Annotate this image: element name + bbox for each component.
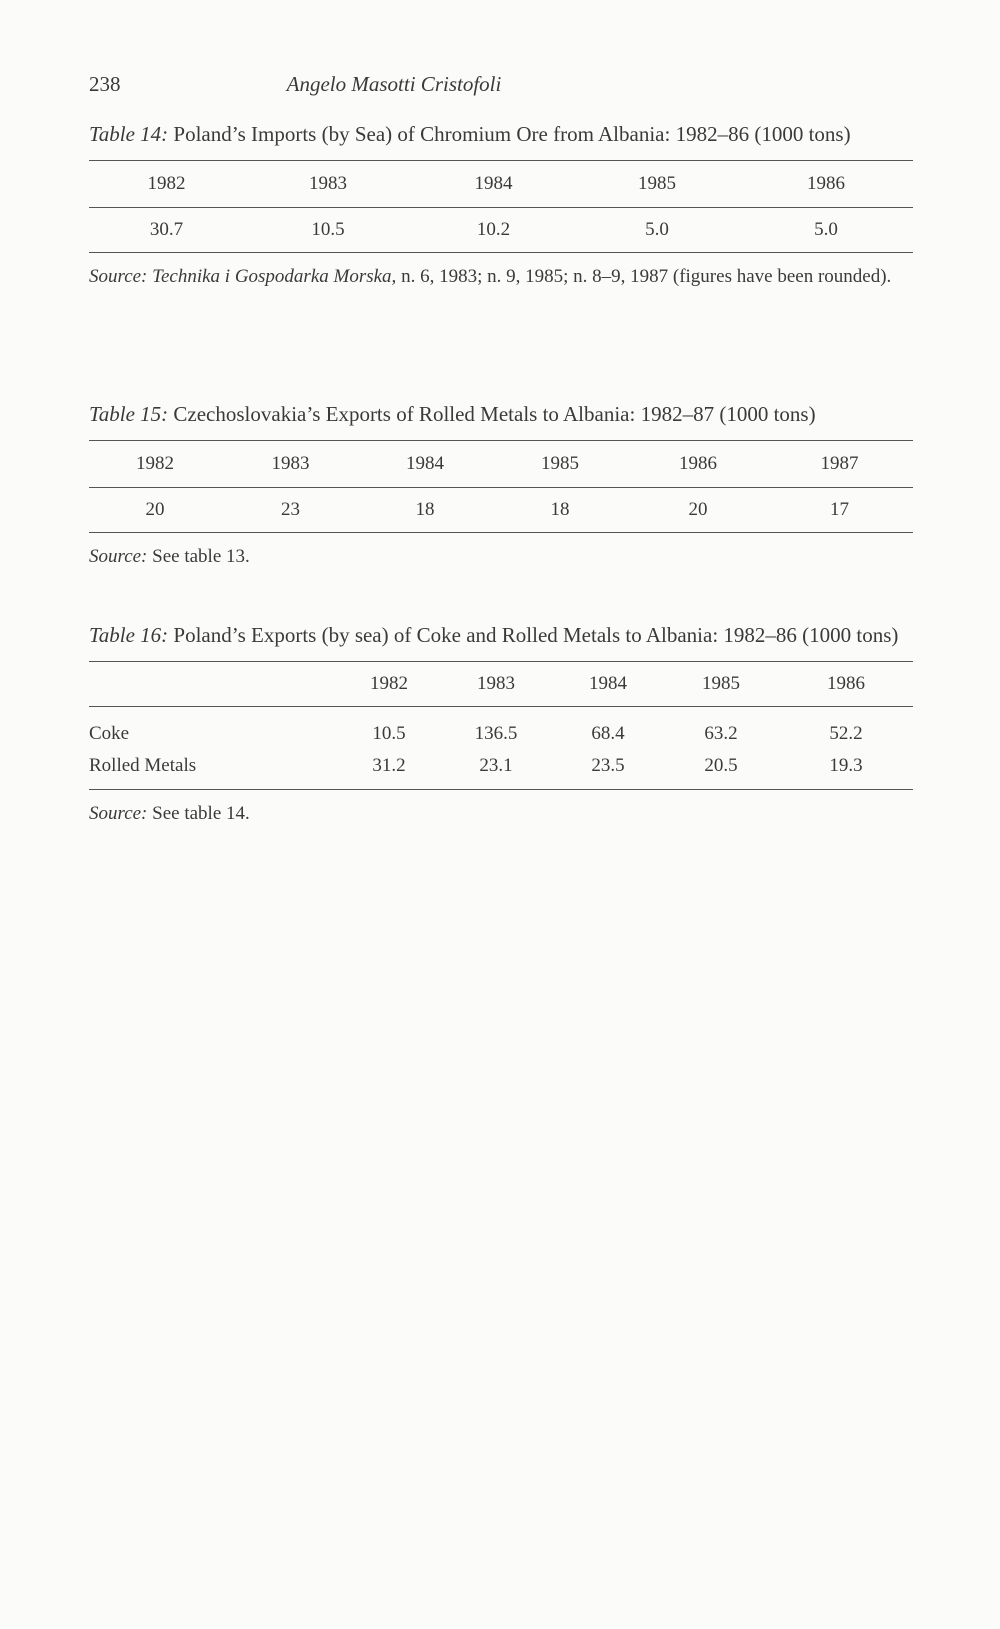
table-16-cell: 23.1 — [479, 755, 513, 776]
table-15-value: 18 — [415, 499, 435, 520]
table-15-value-row — [89, 488, 913, 533]
table-14-year: 1984 — [474, 173, 513, 194]
page-number: 238 — [89, 72, 121, 96]
table-16-cell: 20.5 — [704, 755, 738, 776]
table-16-year: 1983 — [477, 673, 515, 694]
table-16-cell: 19.3 — [829, 755, 863, 776]
table-16-source-label: Source: — [89, 803, 148, 824]
table-15-source — [89, 543, 913, 570]
table-15-value: 18 — [550, 499, 570, 520]
table-16-label: Table 16: — [89, 623, 169, 647]
table-16-year: 1986 — [827, 673, 865, 694]
table-16-block — [89, 621, 913, 827]
table-15-value: 17 — [830, 499, 849, 520]
table-14-year: 1983 — [309, 173, 347, 194]
table-row — [89, 751, 913, 790]
table-15-value: 23 — [281, 499, 300, 520]
table-14-year: 1986 — [807, 173, 845, 194]
table-14 — [89, 160, 913, 253]
table-15-caption — [89, 400, 913, 429]
table-16-source-text: See table 14. — [152, 803, 250, 824]
table-14-title: Poland’s Imports (by Sea) of Chromium Ore from Albania: 1982–86 (1000 tons) — [173, 122, 851, 146]
table-16-row-label: Coke — [89, 723, 130, 744]
table-15-source-label: Source: — [89, 546, 148, 567]
table-16-cell: 68.4 — [591, 723, 625, 744]
table-15-year: 1982 — [136, 453, 174, 474]
table-15-value: 20 — [145, 499, 165, 520]
running-head — [89, 72, 913, 102]
table-14-source — [89, 263, 913, 290]
table-16-cell: 52.2 — [829, 723, 863, 744]
table-14-label: Table 14: — [89, 122, 169, 146]
table-15-label: Table 15: — [89, 402, 169, 426]
table-14-block — [89, 120, 913, 290]
table-14-source-journal: Technika i Gospodarka Morska, — [152, 266, 397, 287]
table-16-cell: 31.2 — [372, 755, 406, 776]
table-15 — [89, 440, 913, 533]
table-16-corner — [89, 662, 339, 707]
table-15-year: 1987 — [820, 453, 859, 474]
table-16-row-label: Rolled Metals — [89, 755, 197, 776]
table-16-year: 1984 — [589, 673, 627, 694]
table-14-value: 30.7 — [149, 219, 184, 240]
table-16 — [89, 661, 913, 790]
table-15-block — [89, 400, 913, 570]
table-14-year: 1985 — [638, 173, 676, 194]
table-16-header-row — [89, 662, 913, 707]
table-14-value: 10.5 — [311, 219, 345, 240]
table-16-cell: 136.5 — [474, 723, 518, 744]
table-15-year: 1985 — [541, 453, 579, 474]
table-16-cell: 10.5 — [372, 723, 406, 744]
table-14-year: 1982 — [147, 173, 186, 194]
table-15-header-row — [89, 441, 913, 488]
table-16-caption — [89, 621, 913, 650]
table-14-value: 5.0 — [645, 219, 669, 240]
table-14-value: 10.2 — [476, 219, 511, 240]
table-14-caption — [89, 120, 913, 149]
table-15-title: Czechoslovakia’s Exports of Rolled Metals to Albania: 1982–87 (1000 tons) — [173, 402, 816, 426]
table-14-source-text: n. 6, 1983; n. 9, 1985; n. 8–9, 1987 (figures have been rounded). — [396, 266, 892, 287]
table-16-title: Poland’s Exports (by sea) of Coke and Rolled Metals to Albania: 1982–86 (1000 tons) — [173, 623, 899, 647]
table-16-cell: 23.5 — [591, 755, 625, 776]
table-15-source-text: See table 13. — [152, 546, 250, 567]
table-15-year: 1984 — [406, 453, 444, 474]
table-row — [89, 707, 913, 752]
running-head-author: Angelo Masotti Cristofoli — [286, 72, 502, 96]
table-14-header-row — [89, 161, 913, 208]
table-14-value: 5.0 — [814, 219, 838, 240]
table-14-value-row — [89, 208, 913, 253]
table-14-source-label: Source: — [89, 266, 148, 287]
table-16-year: 1982 — [370, 673, 408, 694]
table-16-cell: 63.2 — [704, 723, 738, 744]
table-15-year: 1983 — [271, 453, 310, 474]
table-16-year: 1985 — [702, 673, 740, 694]
table-15-value: 20 — [688, 499, 708, 520]
table-15-year: 1986 — [679, 453, 717, 474]
table-16-source — [89, 800, 913, 827]
